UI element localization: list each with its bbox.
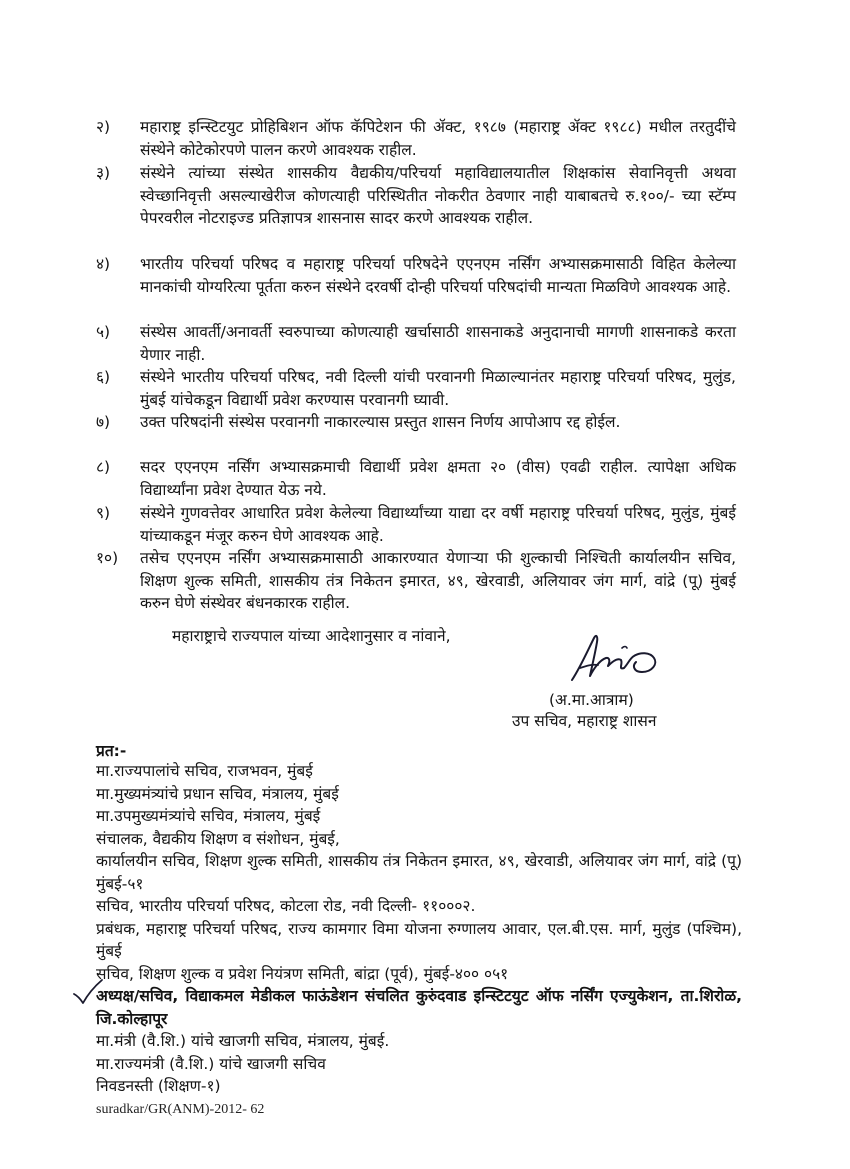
copy-to-heading: प्रत:-: [96, 742, 127, 760]
clause-6: [96, 366, 736, 411]
clause-number: १०): [96, 549, 119, 567]
clause-number: २): [96, 118, 111, 136]
clause-number: ४): [96, 255, 111, 273]
copy-to-recipient: मा.उपमुख्यमंत्र्यांचे सचिव, मंत्रालय, मुंबई: [96, 807, 321, 825]
clause-8: [96, 456, 736, 501]
clause-number: ९): [96, 504, 111, 522]
clause-5: [96, 321, 736, 366]
clause-number: ५): [96, 323, 111, 341]
clause-9: [96, 502, 736, 547]
copy-to-recipient: संचालक, वैद्यकीय शिक्षण व संशोधन, मुंबई,: [96, 829, 340, 848]
copy-to-recipient: कार्यालयीन सचिव, शिक्षण शुल्क समिती, शासकीय तंत्र निकेतन इमारत, ४९, खेरवाडी, अलियावर जंग मार्ग, वांद्रे (पू) मुंबई-५१: [96, 852, 742, 893]
signatory-name: (अ.मा.आत्राम): [549, 691, 634, 709]
clause-2: [96, 116, 736, 161]
clause-text: संस्थेस आवर्ती/अनावर्ती स्वरुपाच्या कोणत्याही खर्चासाठी शासनाकडे अनुदानाची मागणी शासनाकडे करता येणार नाही.: [140, 323, 736, 364]
clause-4: [96, 253, 736, 298]
copy-to-recipient: मा.राज्यमंत्री (वै.शि.) यांचे खाजगी सचिव: [96, 1054, 326, 1073]
clause-text: महाराष्ट्र इन्स्टिटयुट प्रोहिबिशन ऑफ कॅपिटेशन फी ॲक्ट, १९८७ (महाराष्ट्र ॲक्ट १९८८) मधील तरतुदींचे संस्थेने कोटेकोरपणे पालन करणे आवश्यक राहील.: [140, 118, 736, 159]
signatory-designation: उप सचिव, महाराष्ट्र शासन: [512, 712, 657, 730]
copy-to-list: [96, 760, 742, 1098]
clause-text: संस्थेने भारतीय परिचर्या परिषद, नवी दिल्ली यांची परवानगी मिळाल्यानंतर महाराष्ट्र परिचर्या परिषद, मुलुंड, मुंबई यांचेकडून विद्यार्थी प्रवेश करण्यास परवानगी घ्यावी.: [140, 368, 736, 409]
clause-text: भारतीय परिचर्या परिषद व महाराष्ट्र परिचर्या परिषदेने एएनएम नर्सिंग अभ्यासक्रमासाठी विहित केलेल्या मानकांची योग्यरित्या पूर्तता करुन संस्थेने दरवर्षी दोन्ही परिचर्या परिषदांची मान्यता मिळविणे आवश्यक आहे.: [140, 255, 736, 296]
clause-text: संस्थेने त्यांच्या संस्थेत शासकीय वैद्यकीय/परिचर्या महाविद्यालयातील शिक्षकांस सेवानिवृत्ती अथवा स्वेच्छानिवृत्ती असल्याखेरीज कोणत्याही परिस्थितीत नोकरीत ठेवणार नाही याबाबतचे रु.१००/- च्या स्टॅम्प पेपरवरील नोटराइज्ड प्रतिज्ञापत्र शासनास सादर करणे आवश्यक राहील.: [140, 164, 736, 227]
copy-to-recipient: मा.मंत्री (वै.शि.) यांचे खाजगी सचिव, मंत्रालय, मुंबई.: [96, 1032, 390, 1050]
closing-statement: महाराष्ट्राचे राज्यपाल यांच्या आदेशानुसार व नांवाने,: [172, 627, 451, 645]
clause-3: [96, 162, 736, 230]
clause-number: ७): [96, 413, 111, 431]
clause-number: ८): [96, 458, 111, 476]
copy-to-recipient-institute: अध्यक्ष/सचिव, विद्याकमल मेडीकल फाऊंडेशन संचलित कुरुंदवाड इन्स्टिटयुट ऑफ नर्सिंग एज्युकेशन, ता.शिरोळ, जि.कोल्हापूर: [96, 987, 742, 1028]
copy-to-recipient: सचिव, शिक्षण शुल्क व प्रवेश नियंत्रण समिती, बांद्रा (पूर्व), मुंबई-४०० ०५१: [96, 964, 509, 983]
clause-text: संस्थेने गुणवत्तेवर आधारित प्रवेश केलेल्या विद्यार्थ्यांच्या याद्या दर वर्षी महाराष्ट्र परिचर्या परिषद, मुलुंड, मुंबई यांच्याकडून मंजूर करुन घेणे आवश्यक आहे.: [140, 504, 736, 545]
clause-text: उक्त परिषदांनी संस्थेस परवानगी नाकारल्यास प्रस्तुत शासन निर्णय आपोआप रद्द होईल.: [140, 413, 621, 431]
clause-number: ६): [96, 368, 111, 386]
file-reference-footer: suradkar/GR(ANM)-2012- 62: [96, 1102, 265, 1117]
clause-7: [96, 411, 736, 434]
clause-text: तसेच एएनएम नर्सिंग अभ्यासक्रमासाठी आकारण्यात येणाऱ्या फी शुल्काची निश्चिती कार्यालयीन सचिव, शिक्षण शुल्क समिती, शासकीय तंत्र निकेतन इमारत, ४९, खेरवाडी, अलियावर जंग मार्ग, वांद्रे (पू) मुंबई करुन घेणे संस्थेवर बंधनकारक राहील.: [140, 549, 736, 612]
checkmark-icon: [70, 976, 104, 1006]
clause-10: [96, 547, 736, 615]
clause-text: सदर एएनएम नर्सिंग अभ्यासक्रमाची विद्यार्थी प्रवेश क्षमता २० (वीस) एवढी राहील. त्यापेक्षा अधिक विद्यार्थ्यांना प्रवेश देण्यात येऊ नये.: [140, 458, 736, 499]
copy-to-recipient: निवडनस्ती (शिक्षण-१): [96, 1077, 221, 1095]
copy-to-recipient: मा.राज्यपालांचे सचिव, राजभवन, मुंबई: [96, 762, 313, 780]
clause-number: ३): [96, 164, 111, 182]
copy-to-recipient: सचिव, भारतीय परिचर्या परिषद, कोटला रोड, नवी दिल्ली- ११०००२.: [96, 897, 476, 915]
signature-icon: [558, 628, 668, 688]
copy-to-recipient: प्रबंधक, महाराष्ट्र परिचर्या परिषद, राज्य कामगार विमा योजना रुग्णालय आवार, एल.बी.एस. मार्ग, मुलुंड (पश्चिम), मुंबई: [96, 919, 742, 960]
copy-to-recipient: मा.मुख्यमंत्र्यांचे प्रधान सचिव, मंत्रालय, मुंबई: [96, 784, 339, 803]
